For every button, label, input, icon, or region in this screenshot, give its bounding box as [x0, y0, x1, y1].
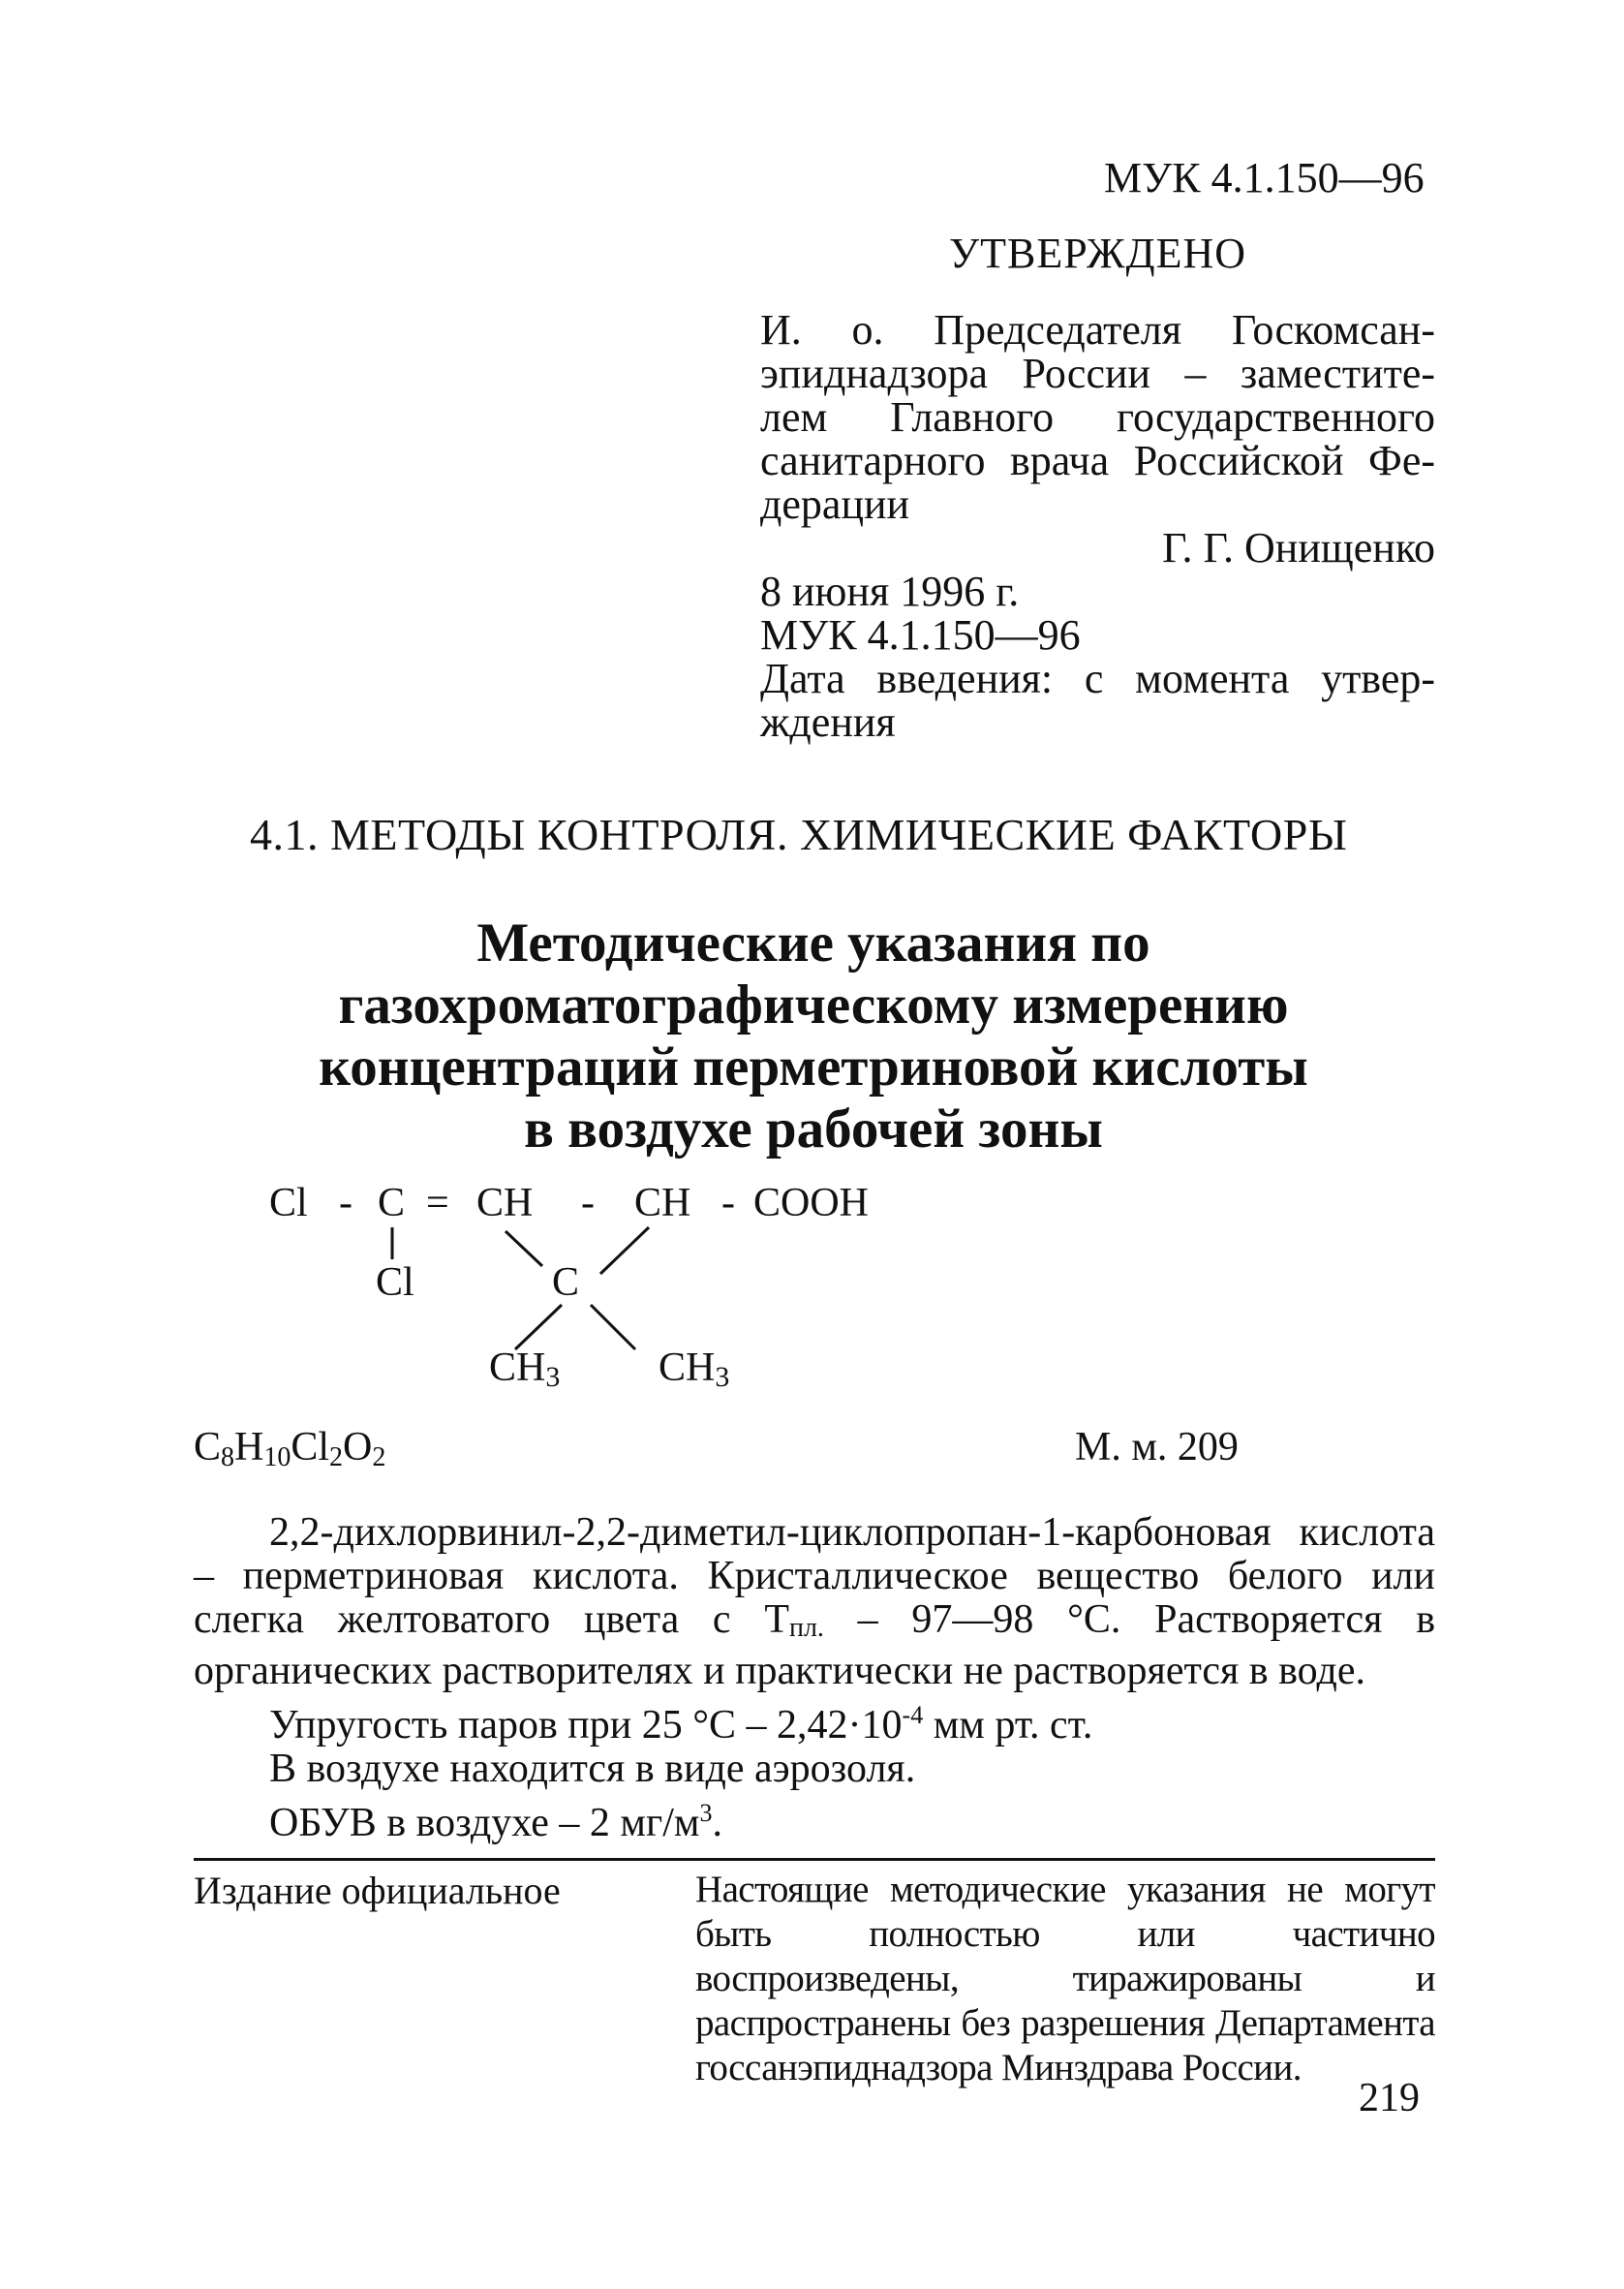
melting-point-symbol: Т	[764, 1597, 789, 1642]
approval-line: санитарного врача Российской Фе-	[760, 437, 1435, 484]
document-code-repeat: МУК 4.1.150—96	[760, 611, 1081, 659]
element-count: 8	[221, 1442, 235, 1472]
approval-line: дерации	[760, 480, 910, 528]
element-count: 2	[372, 1442, 386, 1472]
approval-block	[760, 308, 1435, 744]
aerosol-line: В воздухе находится в виде аэрозоля.	[269, 1747, 916, 1791]
molecular-formula	[194, 1424, 385, 1473]
element-symbol: C	[194, 1425, 222, 1469]
official-edition-label: Издание официальное	[194, 1869, 561, 1912]
document-title	[242, 913, 1385, 1160]
formula-atom: CH	[634, 1181, 691, 1225]
formula-ring-carbon: C	[552, 1260, 580, 1305]
description-paragraph: 2,2-дихлорвинил-2,2-диметил-циклопропан-1-карбоновая кислота – перметриновая кислота. Кристаллическое вещество белого или слегка желтоватого цвета с Тпл. – 97—98 °С. Растворяется в органических растворителях и практически не растворяется в воде.	[194, 1510, 1436, 1693]
element-symbol: Cl	[291, 1425, 330, 1469]
melting-point-subscript: пл.	[788, 1613, 824, 1643]
obuv-line: ОБУВ в воздухе – 2 $мг/м^3$.	[269, 1799, 722, 1845]
formula-atom: CH	[476, 1181, 534, 1225]
approval-line: И. о. Председателя Госкомсан-	[760, 306, 1435, 354]
vapor-pressure-line: Упругость паров при 25 $^\circ С - 2,42\cdot 10^{-4}$ мм рт. ст.	[269, 1701, 1093, 1748]
signatory: Г. Г. Онищенко	[1162, 524, 1435, 572]
element-symbol: H	[234, 1425, 264, 1469]
formula-bond: =	[426, 1181, 449, 1225]
title-line: Методические указания по	[476, 913, 1150, 974]
approved-heading: УТВЕРЖДЕНО	[949, 230, 1247, 277]
structural-formula	[261, 1177, 959, 1390]
element-symbol: O	[343, 1425, 373, 1469]
formula-substituent: Cl	[376, 1260, 414, 1305]
bond-line	[600, 1227, 649, 1274]
effective-date-line: ждения	[760, 698, 896, 746]
element-count: 10	[263, 1442, 291, 1472]
effective-date-line: Дата введения: с момента утвер-	[760, 655, 1435, 702]
formula-bond: -	[581, 1181, 595, 1225]
formula-bond: -	[721, 1181, 735, 1225]
approval-date: 8 июня 1996 г.	[760, 568, 1020, 615]
bond-line	[506, 1231, 542, 1266]
title-line: концентраций перметриновой кислоты	[319, 1036, 1308, 1098]
bond-line	[591, 1305, 635, 1349]
formula-subscript: 3	[545, 1361, 561, 1390]
formula-atom: C	[378, 1181, 406, 1225]
svg-text:CH3	[659, 1346, 729, 1390]
svg-text:CH3	[489, 1346, 560, 1390]
section-heading: 4.1. МЕТОДЫ КОНТРОЛЯ. ХИМИЧЕСКИЕ ФАКТОРЫ	[250, 810, 1348, 859]
formula-methyl: CH	[489, 1346, 546, 1390]
footer-divider	[194, 1858, 1435, 1861]
element-count: 2	[329, 1442, 344, 1472]
formula-bond: -	[339, 1181, 352, 1225]
approval-line: лем Главного государственного	[760, 393, 1435, 441]
formula-methyl: CH	[659, 1346, 716, 1390]
page-number: 219	[1359, 2076, 1420, 2120]
substance-description	[194, 1511, 1435, 1845]
document-code: МУК 4.1.150—96	[1104, 154, 1425, 201]
approval-line: эпиднадзора России – заместите-	[760, 350, 1435, 397]
molecular-mass: М. м. 209	[1075, 1425, 1239, 1469]
title-line: в воздухе рабочей зоны	[524, 1098, 1103, 1160]
formula-atom: Cl	[269, 1181, 308, 1225]
formula-subscript: 3	[715, 1361, 730, 1390]
title-line: газохроматографическому измерению	[338, 974, 1289, 1036]
formula-atom: COOH	[753, 1181, 870, 1225]
bond-line	[515, 1305, 562, 1349]
copyright-notice: Настоящие методические указания не могут быть полностью или частично воспроизведены, тиражированы и распространены без разрешения Департамента госсанэпиднадзора Минздрава России.	[695, 1869, 1435, 2088]
